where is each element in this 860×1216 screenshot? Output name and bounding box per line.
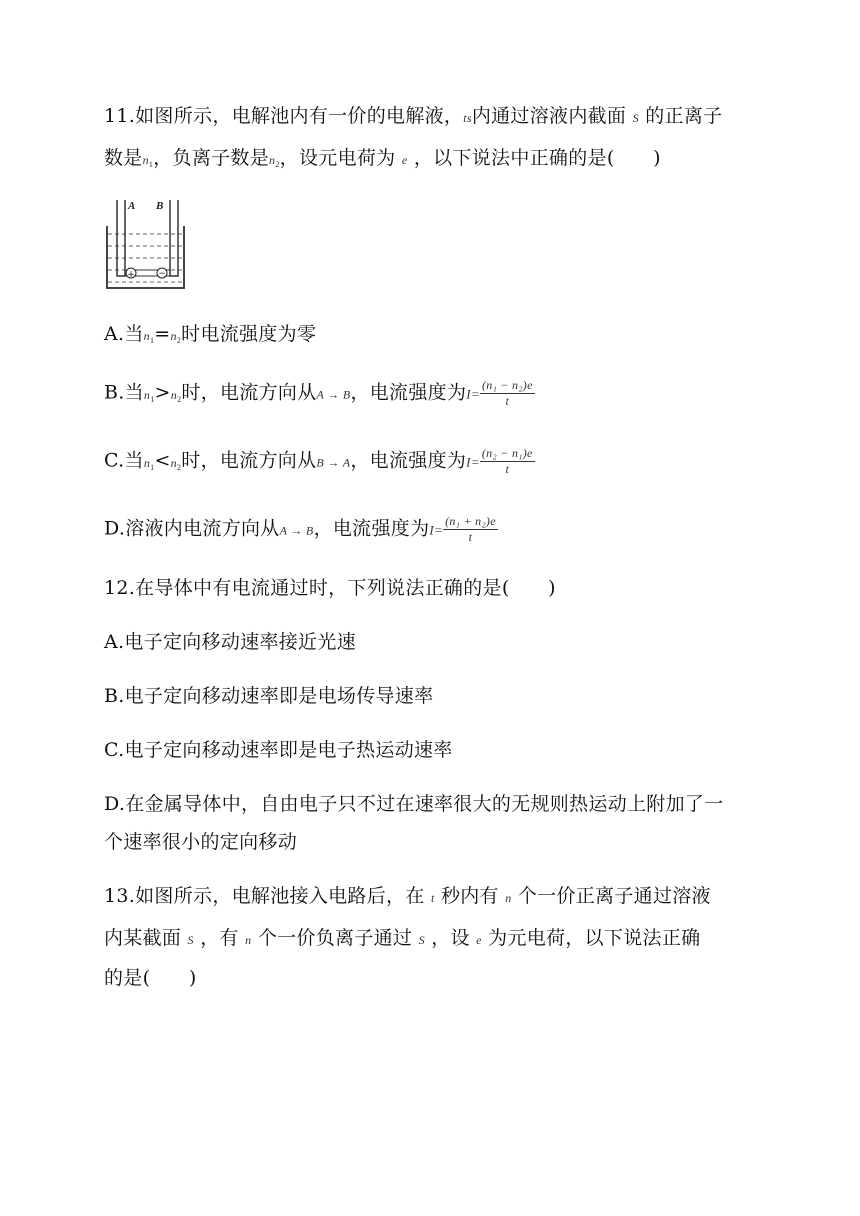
fraction: $\frac{\text{(n₂ − n₁)e}}{t}$	[481, 446, 533, 476]
q12-option-A: A.电子定向移动速率接近光速	[104, 631, 356, 653]
q11-option-B: B.当$n_1>n_2$时，电流方向从A → B，电流强度为I= $\frac{\text{(n₁ − n₂)e}}{t}$	[104, 378, 533, 408]
math-var-e: e	[401, 153, 408, 167]
math-var-S: S	[418, 933, 425, 947]
fraction: $\frac{\text{(n₁ + n₂)e}}{t}$	[445, 514, 496, 544]
q12-option-D-line-2: 个速率很小的定向移动	[104, 831, 298, 853]
label-B: B	[156, 200, 164, 212]
q11-line-1	[104, 102, 722, 132]
q11-option-D: D.溶液内电流方向从A → B，电流强度为I= $\frac{\text{(n₁ + n₂)e}}{t}$	[104, 514, 496, 544]
math-var-e: e	[476, 933, 482, 947]
q11-text: 内通过溶液内截面	[471, 105, 627, 127]
electrolytic-cell-diagram	[104, 196, 188, 292]
q11-text: 的正离子	[645, 105, 723, 127]
q12-option-B: B.电子定向移动速率即是电场传导速率	[104, 685, 434, 707]
label-A: A	[128, 200, 136, 212]
q11-text: ，以下说法中正确的是( )	[413, 147, 661, 169]
math-var-t: t	[430, 891, 435, 905]
q12-option-C: C.电子定向移动速率即是电子热运动速率	[104, 739, 453, 761]
fraction: $\frac{\text{(n₁ − n₂)e}}{t}$	[481, 378, 533, 408]
math-var-n1: $n_1$	[142, 153, 154, 169]
negative-ion-icon: −	[158, 269, 166, 279]
q11-line-2	[104, 144, 661, 179]
q11-option-C: C.当$n_1<n_2$时，电流方向从B → A，电流强度为I= $\frac{\text{(n₂ − n₁)e}}{t}$	[104, 446, 533, 476]
q13-line-3: 的是( )	[104, 967, 197, 989]
q12-option-D-line-1: D.在金属导体中，自由电子只不过在速率很大的无规则热运动上附加了一	[104, 793, 724, 815]
q11-option-A: A.当$n_1=n_2$时电流强度为零	[104, 323, 317, 345]
math-var-ts: ts	[463, 111, 472, 125]
math-var-n: n	[245, 933, 252, 947]
q13-line-1: 13.如图所示，电解池接入电路后，在 t 秒内有 n 个一价正离子通过溶液	[104, 885, 711, 907]
q11-text: ，设元电荷为	[279, 147, 396, 169]
math-var-n2: $n_2$	[269, 153, 280, 169]
electrolytic-cell-figure	[104, 196, 188, 296]
q11-text: 数是	[104, 147, 143, 169]
q11-text: ，负离子数是	[153, 147, 270, 169]
math-var-n: n	[505, 891, 512, 905]
math-var-S: S	[187, 933, 194, 947]
positive-ion-icon: +	[127, 270, 135, 280]
q13-line-2: 内某截面 S ，有 n 个一价负离子通过 S ，设 e 为元电荷，以下说法正确	[104, 927, 701, 949]
math-var-S: S	[632, 111, 639, 125]
q12-stem: 12.在导体中有电流通过时，下列说法正确的是( )	[104, 577, 556, 599]
q11-text: 11.如图所示，电解池内有一价的电解液，	[104, 105, 464, 127]
